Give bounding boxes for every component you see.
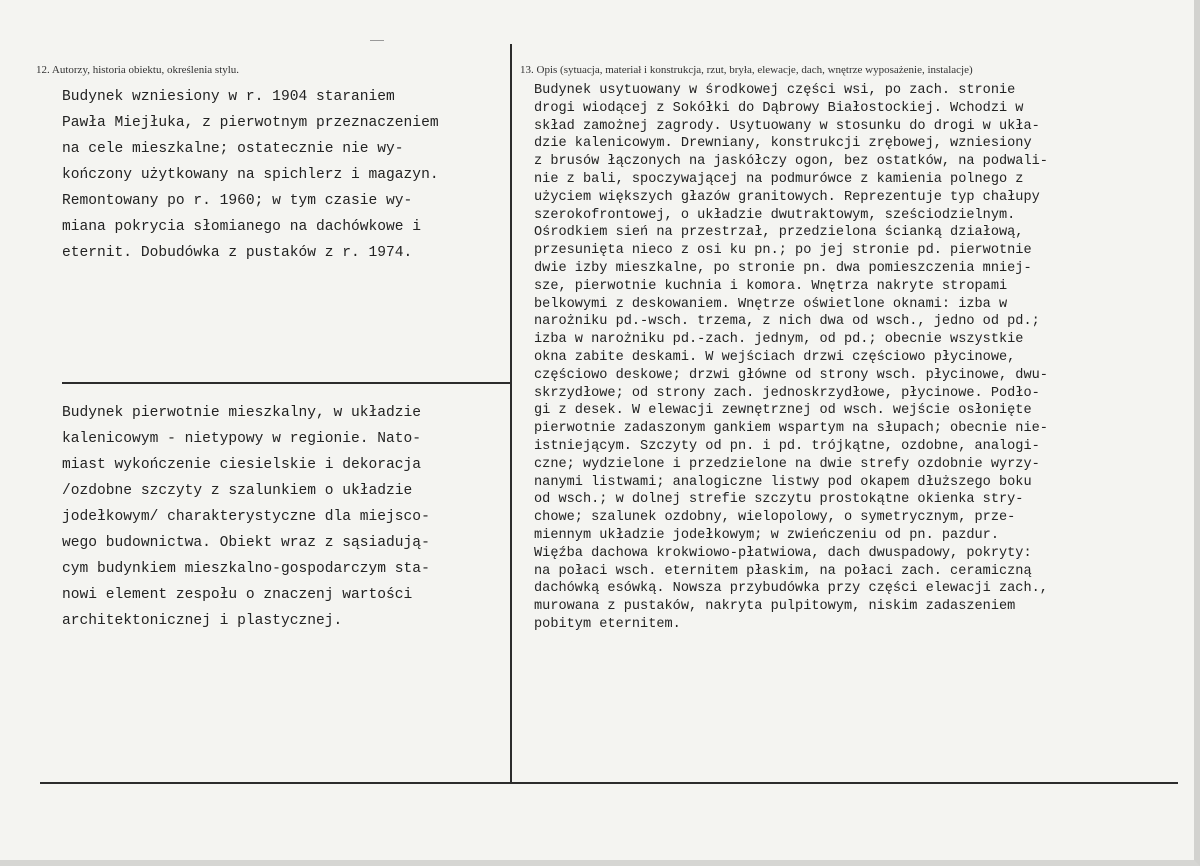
assessment-line: wego budownictwa. Obiekt wraz z sąsiadują- (62, 535, 430, 551)
description-line: Więźba dachowa krokwiowo-płatwiowa, dach dwuspadowy, pokryty: (534, 545, 1032, 561)
top-mark (370, 40, 384, 41)
left-section-divider (62, 382, 510, 384)
history-line: Pawła Miejłuka, z pierwotnym przeznaczeniem (62, 115, 439, 131)
history-line: Remontowany po r. 1960; w tym czasie wy- (62, 193, 413, 209)
description-line: nanymi listwami; analogiczne listwy pod okapem dłuższego boku (534, 474, 1032, 490)
description-line: dzie kalenicowym. Drewniany, konstrukcji zrębowej, wzniesiony (534, 136, 1032, 152)
description-line: pierwotnie zadaszonym gankiem wspartym na słupach; obecnie nie- (534, 421, 1048, 437)
description-line: nie z bali, spoczywającej na podmurówce z kamienia polnego z (534, 171, 1024, 187)
description-line: przesunięta nieco z osi ku pn.; po jej stronie pd. pierwotnie (534, 243, 1032, 259)
description-line: istniejącym. Szczyty od pn. i pd. trójkątne, ozdobne, analogi- (534, 438, 1040, 454)
description-line: narożniku pd.-wsch. trzema, z nich dwa od wsch., jedno od pd.; (534, 314, 1040, 330)
description-line: skrzydłowe; od strony zach. jednoskrzydłowe, płycinowe. Podło- (534, 385, 1040, 401)
description-line: użyciem większych głazów granitowych. Reprezentuje typ chałupy (534, 189, 1040, 205)
description-line: na połaci wsch. eternitem płaskim, na połaci zach. ceramiczną (534, 563, 1032, 579)
description-line: dwie izby mieszkalne, po stronie pn. dwa pomieszczenia mniej- (534, 260, 1032, 276)
history-line: kończony użytkowany na spichlerz i magazyn. (62, 167, 439, 183)
history-line: na cele mieszkalne; ostatecznie nie wy- (62, 141, 404, 157)
description-line: pobitym eternitem. (534, 616, 681, 632)
description-line: belkowymi z deskowaniem. Wnętrze oświetlone oknami: izba w (534, 296, 1008, 312)
history-line: Budynek wzniesiony w r. 1904 staraniem (62, 89, 395, 105)
bottom-rule (40, 782, 1178, 784)
assessment-line: jodełkowym/ charakterystyczne dla miejsco- (62, 509, 430, 525)
description-line: miennym układzie jodełkowym; w zwieńczeniu od pn. pazdur. (534, 527, 999, 543)
history-line: miana pokrycia słomianego na dachówkowe i (62, 219, 422, 235)
assessment-text (62, 400, 430, 634)
assessment-line: cym budynkiem mieszkalno-gospodarczym sta- (62, 561, 430, 577)
assessment-line: architektonicznej i plastycznej. (62, 613, 343, 629)
assessment-line: /ozdobne szczyty z szalunkiem o układzie (62, 483, 413, 499)
history-line: eternit. Dobudówka z pustaków z r. 1974. (62, 245, 413, 261)
description-line: dachówką esówką. Nowsza przybudówka przy części elewacji zach., (534, 581, 1048, 597)
description-line: izba w narożniku pd.-zach. jednym, od pd.; obecnie wszystkie (534, 332, 1024, 348)
assessment-line: miast wykończenie ciesielskie i dekoracja (62, 457, 422, 473)
assessment-line: kalenicowym - nietypowy w regionie. Nato- (62, 431, 422, 447)
description-line: czne; wydzielone i przedzielone na dwie strefy ozdobnie wyrzy- (534, 456, 1040, 472)
description-line: z brusów łączonych na jaskółczy ogon, bez ostatków, na podwali- (534, 154, 1048, 170)
assessment-line: Budynek pierwotnie mieszkalny, w układzie (62, 405, 422, 421)
description-line: szerokofrontowej, o układzie dwutraktowym, sześciodzielnym. (534, 207, 1016, 223)
assessment-line: nowi element zespołu o znaczenj wartości (62, 587, 413, 603)
description-text (534, 82, 1048, 634)
description-line: Budynek usytuowany w środkowej części wsi, po zach. stronie (534, 83, 1016, 98)
description-line: drogi wiodącej z Sokółki do Dąbrowy Białostockiej. Wchodzi w (534, 100, 1024, 116)
description-line: częściowo deskowe; drzwi główne od strony wsch. płycinowe, dwu- (534, 367, 1048, 383)
column-divider (510, 44, 512, 784)
description-line: gi z desek. W elewacji zewnętrznej od wsch. wejście osłonięte (534, 403, 1032, 419)
description-line: sze, pierwotnie kuchnia i komora. Wnętrza nakryte stropami (534, 278, 1008, 294)
description-line: skład zamożnej zagrody. Usytuowany w stosunku do drogi w ukła- (534, 118, 1040, 134)
description-line: chowe; szalunek ozdobny, wielopolowy, o symetrycznym, prze- (534, 510, 1016, 526)
description-line: murowana z pustaków, nakryta pulpitowym, niskim zadaszeniem (534, 599, 1016, 615)
description-line: Ośrodkiem sień na przestrzał, przedzielona ścianką działową, (534, 225, 1024, 241)
section-12-label: 12. Autorzy, historia obiektu, określenia stylu. (36, 64, 240, 76)
description-line: od wsch.; w dolnej strefie szczytu prostokątne okienka stry- (534, 492, 1024, 508)
section-13-label: 13. Opis (sytuacja, materiał i konstrukcja, rzut, bryła, elewacje, dach, wnętrze wyposażenie, instalacje) (520, 64, 973, 76)
history-text (62, 84, 439, 266)
description-line: okna zabite deskami. W wejściach drzwi częściowo płycinowe, (534, 349, 1016, 365)
